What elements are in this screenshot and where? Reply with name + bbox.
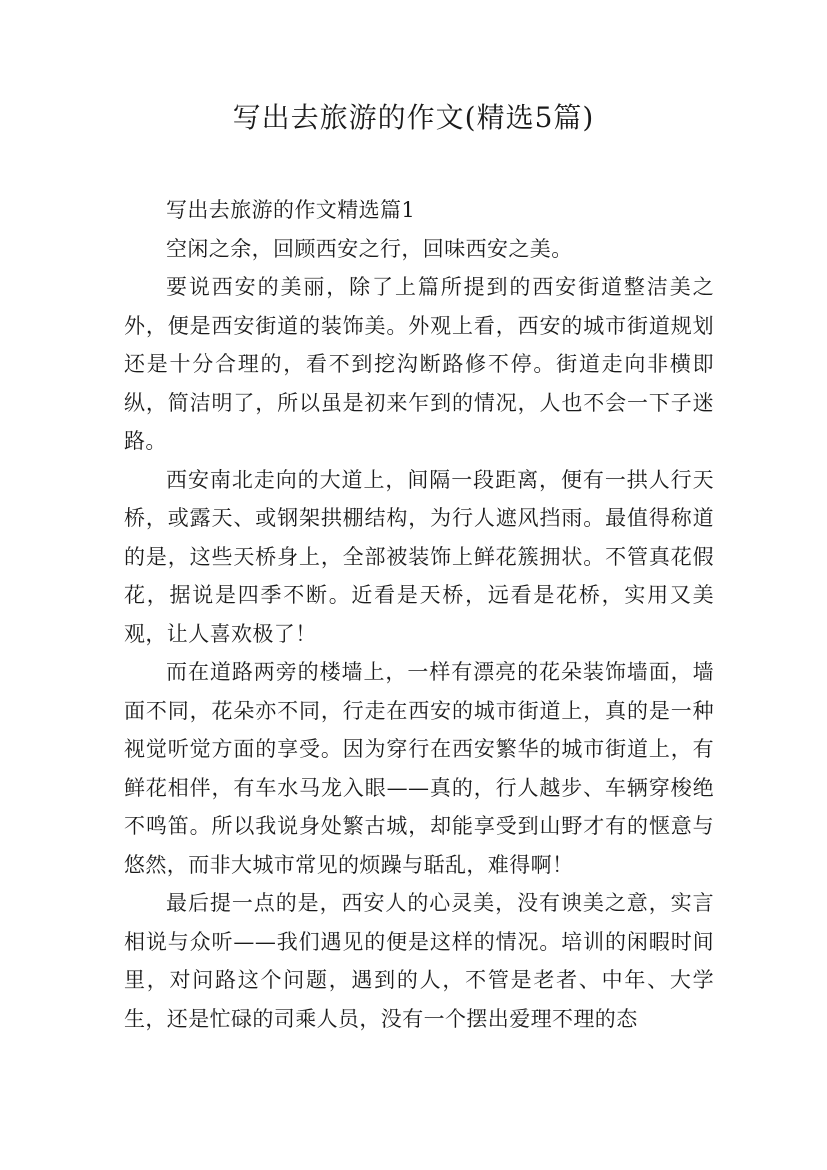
paragraph: 最后提一点的是，西安人的心灵美，没有谀美之意，实言相说与众听——我们遇见的便是这样的情况。培训的闲暇时间里，对问路这个问题，遇到的人，不管是老者、中年、大学生，还是忙碌的司乘人员，没有一个摆出爱理不理的态 (124, 891, 714, 1031)
paragraph: 空闲之余，回顾西安之行，回味西安之美。 (166, 236, 573, 261)
paragraph: 西安南北走向的大道上，间隔一段距离，便有一拱人行天桥，或露天、或钢架拱棚结构，为行人遮风挡雨。最值得称道的是，这些天桥身上，全部被装饰上鲜花簇拥状。不管真花假花，据说是四季不断。近看是天桥，远看是花桥，实用又美观，让人喜欢极了！ (124, 467, 714, 646)
paragraph: 要说西安的美丽，除了上篇所提到的西安街道整洁美之外，便是西安街道的装饰美。外观上看，西安的城市街道规划还是十分合理的，看不到挖沟断路修不停。街道走向非横即纵，简洁明了，所以虽是初来乍到的情况，人也不会一下子迷路。 (124, 275, 714, 453)
section-heading: 写出去旅游的作文精选篇1 (166, 198, 416, 222)
paragraph: 而在道路两旁的楼墙上，一样有漂亮的花朵装饰墙面，墙面不同，花朵亦不同，行走在西安的城市街道上，真的是一种视觉听觉方面的享受。因为穿行在西安繁华的城市街道上，有鲜花相伴，有车水马龙入眼——真的，行人越步、车辆穿梭绝不鸣笛。所以我说身处繁古城，却能享受到山野才有的惬意与悠然，而非大城市常见的烦躁与聒乱，难得啊！ (124, 660, 714, 877)
document-body (124, 191, 714, 1038)
document-title: 写出去旅游的作文(精选5篇) (232, 101, 595, 134)
